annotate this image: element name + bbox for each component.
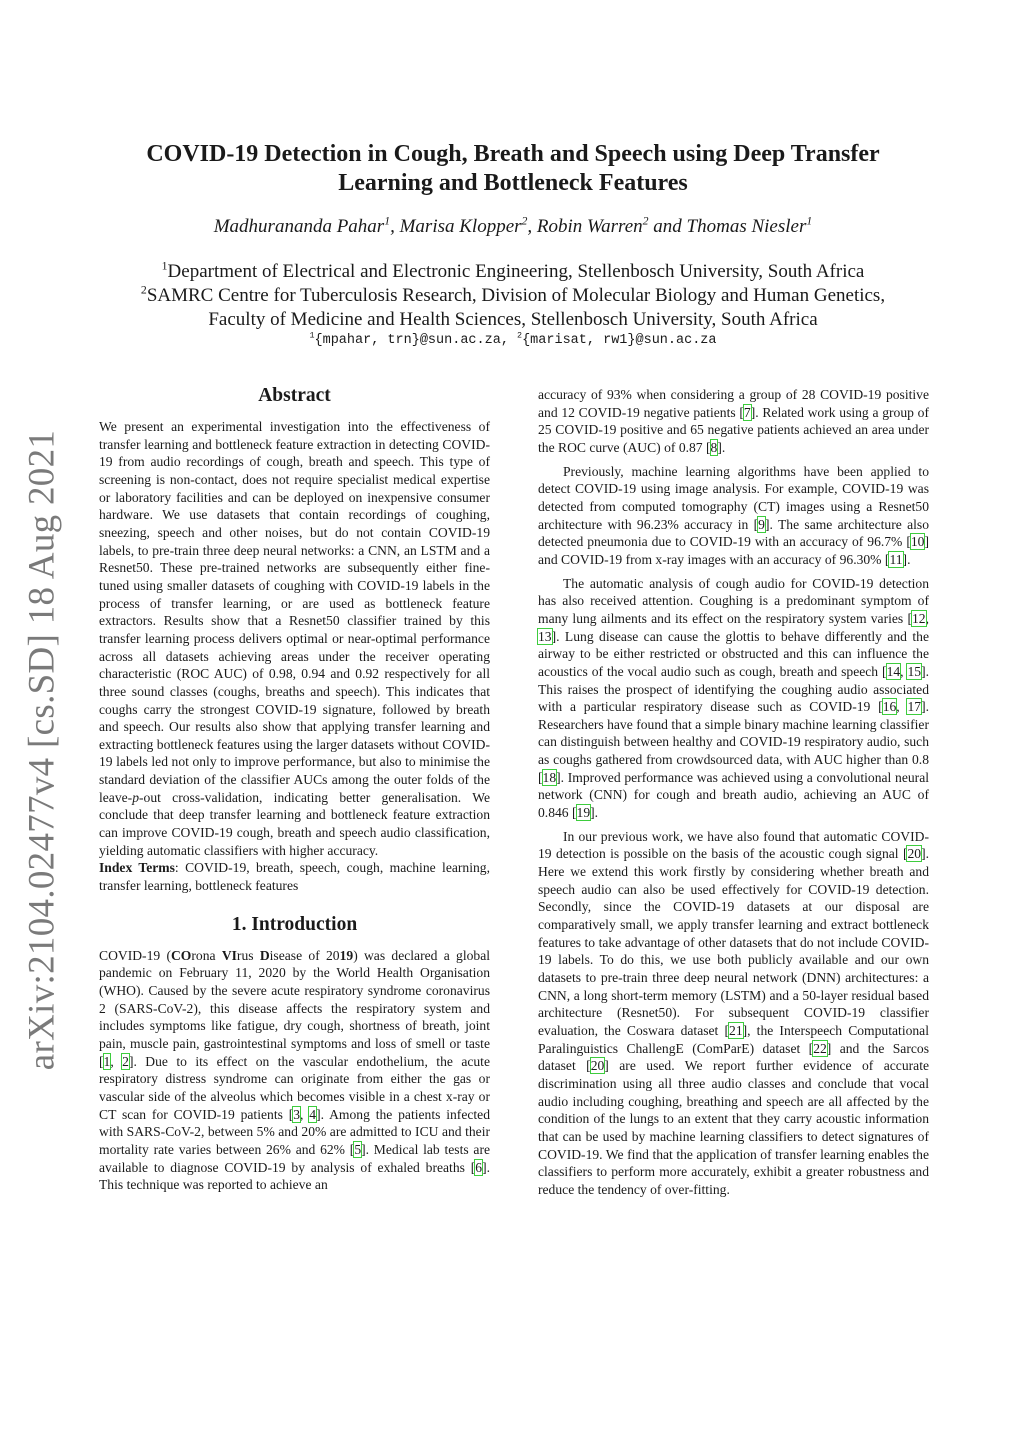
author-name: Thomas Niesler	[686, 216, 807, 237]
affiliation-2-cont: Faculty of Medicine and Health Sciences, Stellenbosch University, South Africa	[208, 309, 818, 330]
author-sep: and	[648, 216, 687, 237]
citation-link[interactable]: 16	[882, 699, 897, 715]
citation-link[interactable]: 21	[729, 1022, 743, 1038]
abstract-math-p: p	[132, 789, 139, 805]
text-run: ]	[742, 1022, 748, 1038]
abstract-heading: Abstract	[258, 385, 331, 406]
text-run: ,	[900, 663, 908, 679]
text-run: [	[906, 534, 911, 550]
text-run: ]	[921, 699, 926, 715]
citation-link[interactable]: 2	[122, 1053, 129, 1069]
text-run: Previously, machine learning algorithms have been applied to detect COVID-19 using image analysis. For example, COVID-19 was detected from computed tomography (CT) images using a Resnet50 architecture with 96.23% accuracy in	[538, 463, 929, 532]
title-line-1: COVID-19 Detection in Cough, Breath and Speech using Deep Transfer	[146, 141, 880, 167]
text-run: , the Interspeech Computational Paralinguistics ChallengE (ComParE) dataset	[538, 1022, 929, 1056]
text-run: . Improved performance was achieved using a convolutional neural network (CNN) for cough and breath audio, achieving an AUC of 0.846	[538, 769, 929, 821]
text-run: . Medical lab tests are available to diagnose COVID-19 by analysis of exhaled breaths	[99, 1141, 491, 1175]
text-run: ]	[556, 769, 561, 785]
author-name: Robin Warren	[536, 216, 643, 237]
text-run: ) was declared a global pandemic on February 11, 2020 by the World Health Organisation (WHO). Caused by the severe acute respiratory syndrome coronavirus 2 (SARS-CoV-2), this disease affects the respiratory system and includes symptoms like fatigue, dry cough, shortness of breath, joint pain, muscle pain, gastrointestinal symptoms and loss of smell or taste	[99, 947, 491, 1051]
text-run: [	[586, 1058, 591, 1074]
text-run: [	[706, 439, 711, 455]
citation-link[interactable]: 10	[910, 534, 925, 550]
citation-link[interactable]: 19	[576, 805, 591, 821]
text-run: ]	[750, 404, 756, 420]
text-run: [	[884, 551, 890, 567]
right-paragraph-1	[538, 386, 929, 457]
citation-link[interactable]: 9	[758, 516, 765, 532]
text-run: are used. We report further evidence of accurate discrimination using all three audio classes and conclude that vocal audio including coughing, breathing and speech are all affected by the condition of the lungs to an extent that they carry acoustic information that can be used by machine learning classifiers to detect signatures of COVID-19. We find that the application of transfer learning enables the classifiers to perform more accurately, exhibit a greater robustness and reduce the tendency of over-fitting.	[538, 1058, 929, 1197]
title-line-2: Learning and Bottleneck Features	[338, 170, 688, 196]
text-run: ]	[764, 516, 770, 532]
affiliation-2	[90, 284, 936, 308]
text-run: [	[99, 1053, 104, 1069]
author-emails	[120, 330, 906, 348]
text-run: . The same architecture also detected pneumonia due to COVID-19 with an accuracy of 96.7%	[538, 516, 930, 550]
text-run: .	[594, 805, 599, 821]
text-run: [	[878, 699, 883, 715]
text-run: [	[349, 1141, 355, 1157]
text-run: ,	[925, 610, 929, 626]
text-run: ]	[717, 439, 722, 455]
text-run: . Related work using a group of 25 COVID-19 positive and 65 negative patients achieved an area under the ROC curve (AUC) of 0.87	[538, 404, 929, 455]
citation-link[interactable]: 20	[907, 846, 922, 862]
right-paragraph-2	[538, 463, 929, 569]
text-run: The automatic analysis of cough audio for COVID-19 detection has also received attention. Coughing is a predominant symptom of many lung ailments and its effect on the respiratory system varies	[538, 575, 929, 626]
text-run: and COVID-19 from x-ray images with an accuracy of 96.30%	[538, 551, 885, 567]
text-run: ,	[300, 1106, 310, 1122]
citation-link[interactable]: 4	[309, 1106, 317, 1122]
text-run: [	[724, 1022, 730, 1038]
text-run: rus	[236, 947, 260, 963]
author-name: Madhurananda Pahar	[213, 216, 385, 237]
citation-link[interactable]: 3	[293, 1106, 301, 1122]
text-run: . Researchers have found that a simple binary machine learning classifier can distinguish between healthy and COVID-19 respiratory audio, such as coughs gathered from crowdsourced data, with AUC higher than 0.8	[538, 699, 930, 768]
text-run: VI	[221, 947, 237, 963]
right-column	[538, 386, 929, 1199]
abstract-text	[99, 418, 490, 859]
text-run: ]	[921, 846, 926, 862]
affil-text: SAMRC Centre for Tuberculosis Research, Division of Molecular Biology and Human Genetics,	[146, 285, 886, 306]
citation-link[interactable]: 11	[889, 551, 903, 567]
text-run: rona	[191, 947, 222, 963]
abstract-part: We present an experimental investigation into the effectiveness of transfer learning and bottleneck feature extraction in detecting COVID-19 from audio recordings of cough, breath and speech. This type of screening is non-contact, does not require specialist medical expertise or laboratory facilities and can be deployed on inexpensive consumer hardware. We use datasets that contain recordings of coughing, sneezing, speech and other noises, but do not contain COVID-19 labels, to pre-train three deep neural networks: a CNN, an LSTM and a Resnet50. These pre-trained networks are subsequently either fine-tuned using smaller datasets of coughing with COVID-19 labels in the process of transfer learning, or are used as bottleneck feature extractors. Results show that a Resnet50 classifier trained by this transfer learning process delivers optimal or near-optimal performance across all datasets achieving areas under the receiver operating characteristic (ROC AUC) of 0.98, 0.94 and 0.92 respectively for all three sound classes (coughs, breaths and speech). This indicates that coughs carry the strongest COVID-19 signature, followed by breath and speech. Our results also show that applying transfer learning and extracting bottleneck features using the larger datasets without COVID-19 labels led not only to improve performance, but also to minimise the standard deviation of the classifier AUCs among the outer folds of the leave-	[99, 419, 490, 805]
text-run: . Due to its effect on the vascular endothelium, the acute respiratory distress syndrome can originate from either the gas or vascular side of the alveolus which becomes visible in a chest x-ray or CT scan for COVID-19 patients	[99, 1053, 490, 1122]
email-sup: 2	[517, 330, 523, 341]
text-run: ,	[896, 699, 908, 715]
citation-link[interactable]: 14	[886, 663, 901, 679]
author-affil-sup: 2	[642, 214, 649, 228]
text-run: ,	[110, 1053, 123, 1069]
text-run: . This raises the prospect of identifying the coughing audio associated with a particular respiratory disease such as COVID-19	[538, 663, 930, 715]
index-terms-text: : COVID-19, breath, speech, cough, machine learning, transfer learning, bottleneck features	[99, 860, 490, 894]
citation-link[interactable]: 6	[475, 1159, 483, 1175]
citation-link[interactable]: 7	[743, 404, 751, 420]
text-run: . Here we extend this work firstly by considering whether breath and speech audio can also be used effectively for COVID-19 detection. Secondly, since the COVID-19 datasets at our disposal are comparatively small, we apply transfer learning and extract bottleneck features to take advantage of other datasets that do not include COVID-19 labels. To do this, we use both publicly available and our own datasets to pre-train three deep neural network (DNN) architectures: a CNN, a long short-term memory (LSTM) and a 50-layer residual based architecture (Resnet50). For subsequent COVID-19 classifier evaluation, the Coswara dataset	[538, 846, 929, 1038]
author-affil-sup: 1	[384, 214, 391, 228]
email-sup: 1	[309, 330, 315, 341]
index-terms	[99, 859, 490, 894]
text-run: [	[753, 516, 759, 532]
citation-link[interactable]: 22	[813, 1040, 827, 1056]
citation-link[interactable]: 8	[710, 439, 718, 455]
text-run: and the Sarcos dataset	[538, 1040, 929, 1074]
text-run: [	[882, 663, 887, 679]
text-run: ]	[361, 1141, 366, 1157]
text-run: [	[902, 846, 908, 862]
text-run: [	[571, 805, 577, 821]
intro-heading: 1. Introduction	[231, 913, 358, 935]
text-run: CO	[170, 947, 192, 963]
right-paragraph-4	[538, 828, 929, 1199]
affil-sup: 2	[140, 283, 147, 297]
text-run: 19	[339, 947, 354, 963]
text-run: . Among the patients infected with SARS-CoV-2, between 5% and 20% are admitted to ICU and their mortality rate varies between 26% and 62%	[99, 1106, 491, 1157]
citation-link[interactable]: 1	[103, 1053, 111, 1069]
text-run: ]	[604, 1058, 609, 1074]
author-sep: ,	[527, 216, 537, 237]
text-run: ]	[551, 628, 557, 644]
text-run: [	[808, 1040, 814, 1056]
index-terms-label: Index Terms	[99, 860, 175, 876]
text-run: ]	[902, 551, 908, 567]
citation-link[interactable]: 12	[912, 610, 926, 626]
affiliation-1	[90, 260, 936, 284]
email-text[interactable]: {marisat, rw1}@sun.ac.za	[522, 333, 717, 348]
text-run: In our previous work, we have also found that automatic COVID-19 detection is possible on the basis of the acoustic cough signal	[538, 828, 929, 862]
text-run: .	[721, 439, 726, 455]
author-name: Marisa Klopper	[399, 216, 522, 237]
text-run: [	[538, 769, 543, 785]
text-run: . Lung disease can cause the glottis to behave differently and the airway to be either restricted or obstructed and this can influence the acoustics of the vocal audio such as cough, breath and speech	[538, 628, 929, 679]
citation-link[interactable]: 18	[542, 769, 557, 785]
text-run: [	[470, 1159, 476, 1175]
text-run: ]	[482, 1159, 487, 1175]
paper-title	[120, 140, 906, 198]
text-run: .	[907, 551, 911, 567]
citation-link[interactable]: 13	[538, 628, 552, 644]
text-run: [	[739, 404, 744, 420]
text-run: ]	[826, 1040, 832, 1056]
affil-text: Department of Electrical and Electronic Engineering, Stellenbosch University, South Africa	[167, 261, 865, 282]
text-run: [	[288, 1106, 294, 1122]
text-run: ]	[921, 663, 926, 679]
arxiv-id: arXiv:2104.02477v4 [cs.SD] 18 Aug 2021	[21, 429, 63, 1071]
citation-link[interactable]: 5	[354, 1141, 362, 1157]
right-paragraph-3	[538, 575, 929, 822]
author-sep: ,	[390, 216, 400, 237]
text-run: ]	[316, 1106, 321, 1122]
affiliations	[90, 260, 936, 332]
affil-sup: 1	[161, 259, 168, 273]
author-list	[120, 216, 906, 238]
abstract-part: -out cross-validation, indicating better generalisation. We conclude that deep transfer learning and bottleneck feature extraction can improve COVID-19 cough, breath and speech audio classification, yielding automatic classifiers with higher accuracy.	[99, 789, 490, 858]
email-text[interactable]: {mpahar, trn}@sun.ac.za,	[314, 333, 518, 348]
author-affil-sup: 1	[806, 214, 813, 228]
author-affil-sup: 2	[521, 214, 528, 228]
text-run: [	[907, 610, 912, 626]
text-run: isease of 20	[269, 947, 340, 963]
left-column	[99, 384, 490, 1194]
citation-link[interactable]: 20	[590, 1058, 605, 1074]
text-run: D	[259, 947, 270, 963]
citation-link[interactable]: 15	[907, 663, 922, 679]
text-run: ]	[924, 534, 929, 550]
text-run: accuracy of 93% when considering a group of 28 COVID-19 positive and 12 COVID-19 negative patients	[538, 387, 929, 420]
text-run: . This technique was reported to achieve an	[99, 1159, 490, 1193]
citation-link[interactable]: 17	[907, 699, 922, 715]
text-run: ]	[590, 805, 595, 821]
intro-paragraph	[99, 947, 490, 1194]
text-run: ]	[128, 1053, 134, 1069]
text-run: COVID-19 (	[99, 947, 171, 963]
